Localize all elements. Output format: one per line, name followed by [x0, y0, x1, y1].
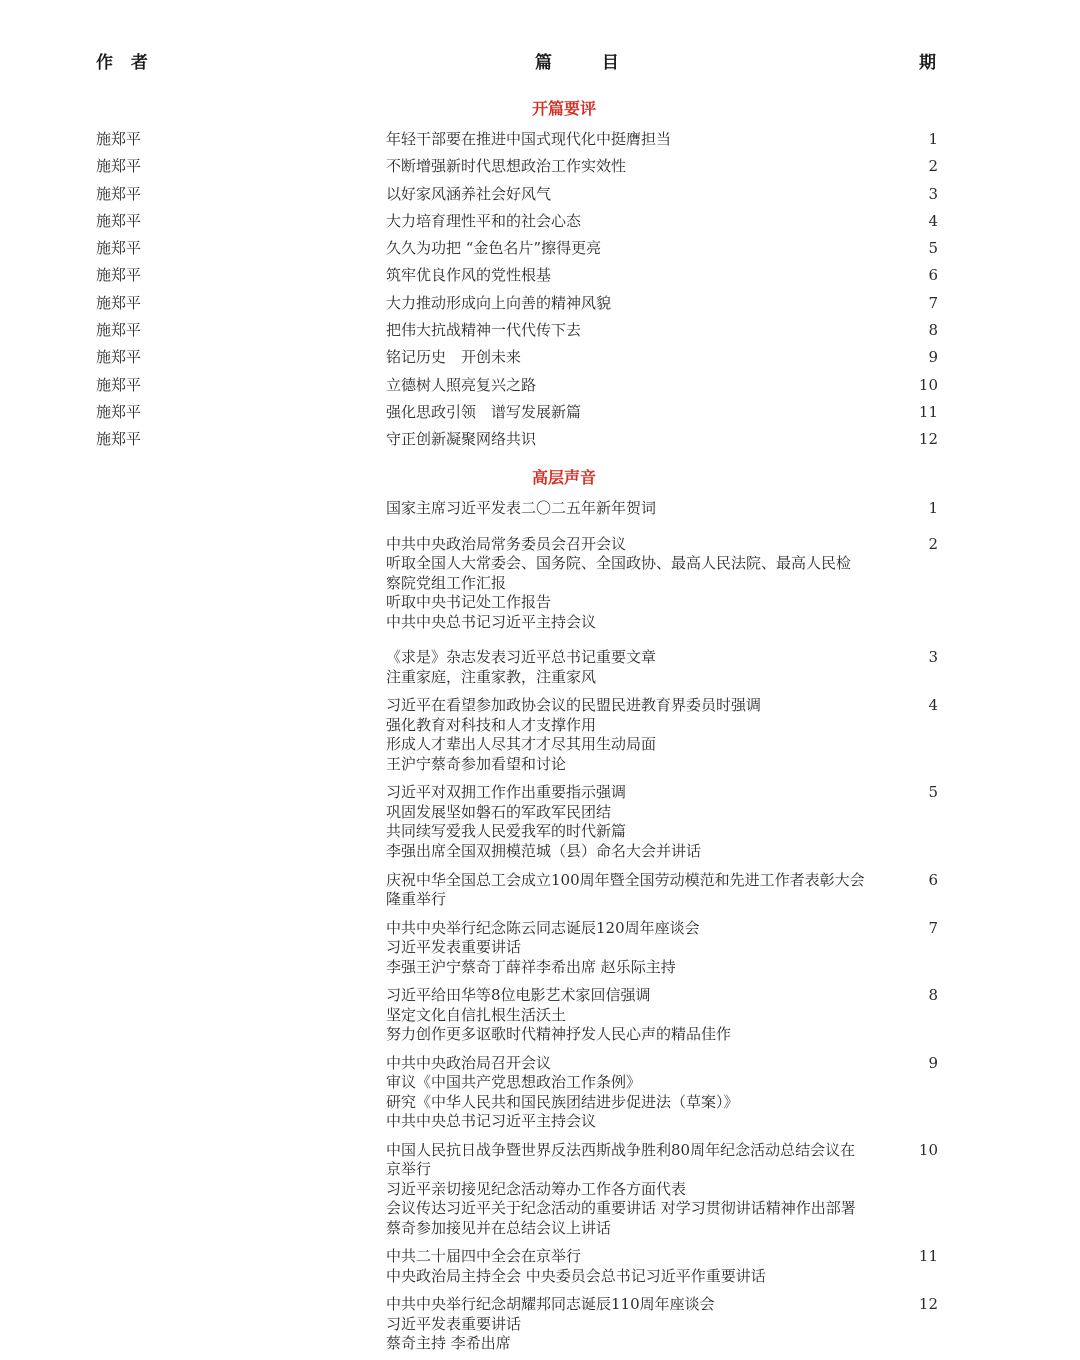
entry-title-line: 中央政治局主持全会 中央委员会总书记习近平作重要讲话: [386, 1266, 766, 1285]
entry-title-line: 京举行: [386, 1160, 432, 1179]
entry-title: [386, 294, 906, 314]
entry-title-line: 察院党组工作汇报: [386, 573, 507, 592]
section-title-kaipian: 开篇要评: [531, 99, 596, 118]
table-row: [0, 499, 1080, 519]
table-row: [0, 696, 1080, 774]
entry-author: 施郑平: [96, 239, 142, 258]
entry-title: [386, 266, 906, 286]
entry-author: 施郑平: [96, 348, 142, 367]
entry-title-line: 李强王沪宁蔡奇丁薛祥李希出席 赵乐际主持: [386, 958, 676, 977]
entry-title-line: 不断增强新时代思想政治工作实效性: [386, 157, 627, 176]
entry-title: [386, 403, 906, 423]
entry-issue: 12: [918, 430, 938, 449]
entry-issue: 1: [928, 499, 938, 517]
entry-title: [386, 696, 906, 774]
entry-title: [386, 919, 906, 978]
entry-title: [386, 1141, 906, 1239]
entry-title: [386, 499, 906, 519]
header-author: 作 者: [96, 53, 154, 73]
entry-issue: 11: [918, 402, 938, 421]
entry-title-line: 研究《中华人民共和国民族团结进步促进法（草案）》: [386, 1092, 739, 1111]
entry-title-line: 庆祝中华全国总工会成立100周年暨全国劳动模范和先进工作者表彰大会: [386, 870, 865, 889]
entry-issue: 5: [928, 239, 938, 258]
entry-issue: 6: [928, 870, 938, 889]
entry-title-line: 听取全国人大常委会、国务院、全国政协、最高人民法院、最高人民检: [386, 554, 852, 573]
section-list-kaipian: [0, 130, 1080, 458]
entry-title: [386, 321, 906, 341]
entry-issue: 9: [928, 1053, 938, 1072]
table-row: [0, 1054, 1080, 1132]
entry-title-line: 铭记历史 开创未来: [386, 348, 522, 367]
entry-title-line: 强化教育对科技和人才支撑作用: [386, 715, 597, 734]
entry-issue: 5: [928, 782, 938, 801]
entry-title-line: 听取中央书记处工作报告: [386, 593, 552, 612]
entry-title-line: 中共中央举行纪念陈云同志诞辰120周年座谈会: [386, 918, 700, 937]
table-header: [0, 48, 1080, 72]
entry-issue: 2: [928, 534, 938, 553]
header-title: 篇 目: [535, 53, 641, 73]
entry-issue: 3: [928, 648, 938, 667]
entry-title-line: 中共中央总书记习近平主持会议: [386, 612, 597, 631]
entry-title-line: 注重家庭，注重家教，注重家风: [386, 667, 597, 686]
table-row: [0, 130, 1080, 157]
entry-issue: 11: [918, 1247, 938, 1266]
header-issue: 期: [919, 53, 936, 73]
entry-author: 施郑平: [96, 211, 142, 230]
entry-title-line: 蔡奇参加接见并在总结会议上讲话: [386, 1218, 612, 1237]
entry-issue: 12: [918, 1294, 938, 1313]
table-row: [0, 535, 1080, 633]
table-row: [0, 986, 1080, 1045]
entry-title-line: 习近平在看望参加政协会议的民盟民进教育界委员时强调: [386, 695, 762, 714]
entry-title-line: 以好家风涵养社会好风气: [386, 184, 552, 203]
table-row: [0, 648, 1080, 687]
entry-title-line: 强化思政引领 谱写发展新篇: [386, 402, 582, 421]
entry-title: [386, 430, 906, 450]
entry-title-line: 习近平亲切接见纪念活动筹办工作各方面代表: [386, 1179, 687, 1198]
entry-title: [386, 986, 906, 1045]
entry-issue: 3: [928, 184, 938, 203]
entry-issue: 8: [928, 321, 938, 340]
table-row: [0, 294, 1080, 321]
table-row: [0, 1141, 1080, 1239]
table-row: [0, 157, 1080, 184]
table-row: [0, 212, 1080, 239]
entry-title-line: 中共二十届四中全会在京举行: [386, 1247, 582, 1266]
entry-title-line: 国家主席习近平发表二〇二五年新年贺词: [386, 499, 657, 517]
table-row: [0, 1247, 1080, 1286]
table-row: [0, 348, 1080, 375]
entry-title: [386, 1054, 906, 1132]
entry-author: 施郑平: [96, 375, 142, 394]
entry-title-line: 把伟大抗战精神一代代传下去: [386, 321, 582, 340]
table-row: [0, 321, 1080, 348]
entry-author: 施郑平: [96, 157, 142, 176]
entry-author: 施郑平: [96, 430, 142, 449]
entry-issue: 7: [928, 918, 938, 937]
entry-title-line: 习近平给田华等8位电影艺术家回信强调: [386, 986, 651, 1005]
table-row: [0, 266, 1080, 293]
entry-title: [386, 348, 906, 368]
entry-title: [386, 871, 906, 910]
table-row: [0, 185, 1080, 212]
entry-title-line: 共同续写爱我人民爱我军的时代新篇: [386, 822, 627, 841]
entry-title-line: 《求是》杂志发表习近平总书记重要文章: [386, 648, 657, 667]
entry-issue: 7: [928, 293, 938, 312]
entry-title: [386, 1295, 906, 1354]
entry-title: [386, 239, 906, 259]
entry-title-line: 中共中央总书记习近平主持会议: [386, 1112, 597, 1131]
entry-title-line: 久久为功把 “金色名片”擦得更亮: [386, 239, 602, 258]
table-row: [0, 783, 1080, 861]
entry-author: 施郑平: [96, 184, 142, 203]
table-row: [0, 871, 1080, 910]
entry-title: [386, 648, 906, 687]
entry-author: 施郑平: [96, 293, 142, 312]
entry-title-line: 习近平发表重要讲话: [386, 938, 522, 957]
entry-author: 施郑平: [96, 130, 142, 148]
table-row: [0, 1295, 1080, 1354]
entry-title-line: 中共中央举行纪念胡耀邦同志诞辰110周年座谈会: [386, 1294, 715, 1313]
entry-title-line: 筑牢优良作风的党性根基: [386, 266, 552, 285]
entry-title-line: 年轻干部要在推进中国式现代化中挺膺担当: [386, 130, 672, 148]
entry-title-line: 王沪宁蔡奇参加看望和讨论: [386, 754, 567, 773]
entry-title: [386, 157, 906, 177]
entry-title: [386, 1247, 906, 1286]
entry-title-line: 中共中央政治局常务委员会召开会议: [386, 534, 627, 553]
entry-issue: 6: [928, 266, 938, 285]
entry-title-line: 大力推动形成向上向善的精神风貌: [386, 293, 612, 312]
entry-author: 施郑平: [96, 266, 142, 285]
entry-title-line: 中共中央政治局召开会议: [386, 1053, 552, 1072]
entry-title-line: 习近平发表重要讲话: [386, 1314, 522, 1333]
entry-title-line: 大力培育理性平和的社会心态: [386, 211, 582, 230]
entry-title-line: 隆重举行: [386, 890, 447, 909]
entry-issue: 10: [918, 375, 938, 394]
entry-title: [386, 185, 906, 205]
entry-author: 施郑平: [96, 402, 142, 421]
section-title-gaoceng: 高层声音: [531, 468, 596, 487]
table-row: [0, 239, 1080, 266]
table-row: [0, 430, 1080, 457]
entry-title-line: 努力创作更多讴歌时代精神抒发人民心声的精品佳作: [386, 1025, 732, 1044]
entry-title: [386, 376, 906, 396]
entry-title-line: 审议《中国共产党思想政治工作条例》: [386, 1073, 642, 1092]
entry-title-line: 巩固发展坚如磐石的军政军民团结: [386, 802, 612, 821]
entry-issue: 8: [928, 986, 938, 1005]
table-row: [0, 403, 1080, 430]
entry-title-line: 习近平对双拥工作作出重要指示强调: [386, 782, 627, 801]
entry-issue: 4: [928, 211, 938, 230]
entry-title: [386, 212, 906, 232]
entry-author: 施郑平: [96, 321, 142, 340]
entry-issue: 4: [928, 695, 938, 714]
entry-title-line: 会议传达习近平关于纪念活动的重要讲话 对学习贯彻讲话精神作出部署: [386, 1199, 856, 1218]
entry-title-line: 立德树人照亮复兴之路: [386, 375, 537, 394]
entry-issue: 9: [928, 348, 938, 367]
entry-title-line: 坚定文化自信扎根生活沃土: [386, 1005, 567, 1024]
entry-title: [386, 783, 906, 861]
entry-title-line: 形成人才辈出人尽其才才尽其用生动局面: [386, 735, 657, 754]
table-row: [0, 919, 1080, 978]
entry-title: [386, 535, 906, 633]
entry-title-line: 中国人民抗日战争暨世界反法西斯战争胜利80周年纪念活动总结会议在: [386, 1140, 856, 1159]
table-row: [0, 376, 1080, 403]
section-list-gaoceng: [0, 499, 1080, 1354]
entry-title-line: 李强出席全国双拥模范城（县）命名大会并讲话: [386, 841, 702, 860]
entry-title-line: 蔡奇主持 李希出席: [386, 1334, 511, 1353]
entry-issue: 2: [928, 157, 938, 176]
entry-title: [386, 130, 906, 150]
entry-issue: 1: [928, 130, 938, 148]
entry-issue: 10: [918, 1140, 938, 1159]
entry-title-line: 守正创新凝聚网络共识: [386, 430, 537, 449]
